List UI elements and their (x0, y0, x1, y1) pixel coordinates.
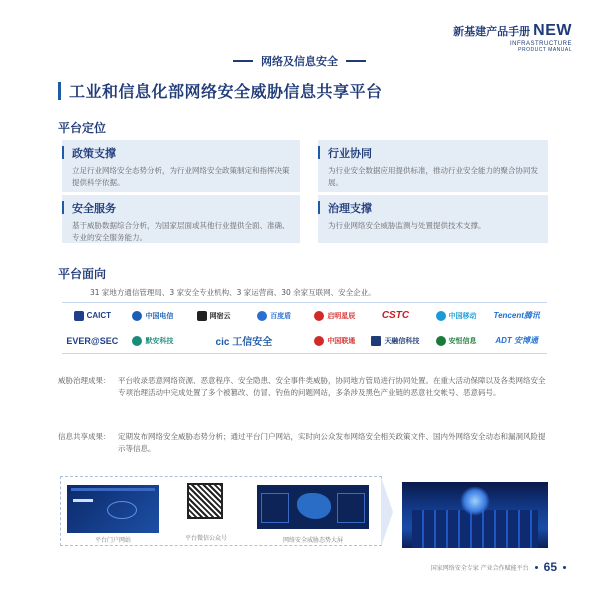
positioning-card-governance (318, 195, 548, 243)
result-text: 定期发布网络安全威胁态势分析；通过平台门户网站，实时向公众发布网络安全相关政策文件、国内外网络安全动态和漏洞风险提示等信息。 (118, 432, 546, 454)
result-label: 威胁治理成果： (58, 376, 111, 385)
card-title: 安全服务 (72, 202, 116, 215)
facing-heading: 平台面向 (58, 267, 107, 281)
card-accent (62, 201, 64, 214)
dashboard-label: 网络安全威胁态势大屏 (282, 537, 343, 544)
china-telecom-logo: 中国电信 (123, 303, 184, 328)
baidu-shield-logo: 百度盾 (244, 303, 305, 328)
tencent-logo: Tencent腾讯 (493, 311, 540, 320)
footer-text: 国家网络安全专家 产业合作赋能平台 (430, 564, 529, 572)
wangsu-logo: 网宿云 (183, 303, 244, 328)
card-accent (318, 146, 320, 159)
dbappsecurity-logo: 安恒信息 (426, 328, 487, 353)
partner-logo-grid (62, 302, 547, 354)
card-title: 行业协同 (328, 147, 372, 160)
portal-screenshot (67, 485, 159, 533)
globe-graphic (460, 486, 490, 516)
title-accent-bar (58, 82, 61, 100)
result-text: 平台收录恶意网络资源、恶意程序、安全隐患、安全事件类威胁，协同地方管局进行协同处置。在重大活动保障以及各类网络安全专项治理活动中完成处置了多个被篡改、仿冒、钓鱼的问题网站，多条涉及黑色产业链的恶意社交帐号、恶意码号。 (118, 376, 546, 398)
dashboard-screenshot (257, 485, 369, 529)
footer-dot-right (563, 566, 566, 569)
card-accent (62, 146, 64, 159)
page-number: 65 (543, 560, 557, 574)
eversec-logo: EVER@SEC (66, 335, 119, 346)
caict-logo: CAICT (62, 303, 123, 328)
cic-logo: cic 工信安全 (215, 337, 273, 348)
facing-intro: 31 家地方通信管理局、3 家安全专业机构、3 家运营商、30 余家互联网、安全企业。 (90, 288, 376, 297)
positioning-card-collab (318, 140, 548, 192)
brand-sub2: PRODUCT MANUAL (518, 47, 572, 53)
china-unicom-logo: 中国联通 (305, 328, 366, 353)
card-body: 立足行业网络安全态势分析，为行业网络安全政策制定和指挥决策提供科学依据。 (72, 166, 290, 187)
portal-heading (73, 499, 93, 502)
datacenter-photo (402, 482, 548, 548)
screenshot-band (60, 476, 382, 546)
card-title: 政策支撑 (72, 147, 116, 160)
brand-sub1: INFRASTRUCTURE (510, 41, 572, 47)
dashboard-panel-right (337, 493, 365, 523)
moresec-logo: 默安科技 (123, 328, 184, 353)
portal-nav-bar (71, 488, 155, 491)
brand-header (453, 22, 572, 53)
card-body: 为行业网络安全威胁监测与处置提供技术支撑。 (328, 221, 486, 230)
result-label: 信息共享成果： (58, 432, 111, 441)
china-mobile-logo: 中国移动 (426, 303, 487, 328)
card-accent (318, 201, 320, 214)
positioning-card-service (62, 195, 300, 243)
adt-logo: ADT 安博通 (495, 336, 539, 345)
result-governance (58, 375, 553, 415)
dash-left (233, 60, 253, 62)
china-map-graphic (297, 493, 331, 519)
positioning-card-policy (62, 140, 300, 192)
dashboard-panel-left (261, 493, 289, 523)
positioning-heading: 平台定位 (58, 121, 107, 135)
qr-code-icon (187, 483, 223, 519)
page-title (58, 79, 383, 102)
card-title: 治理支撑 (328, 202, 372, 215)
brand-title: 新基建产品手册 NEW (453, 22, 572, 39)
page-footer (431, 560, 566, 574)
page-title-text: 工业和信息化部网络安全威胁信息共享平台 (69, 82, 383, 101)
footer-dot-left (535, 566, 538, 569)
section-tag (233, 53, 366, 69)
card-body: 基于威胁数据综合分析，为国家层面或其他行业提供全面、准确、专业的安全服务能力。 (72, 221, 290, 242)
section-tag-text: 网络及信息安全 (261, 55, 338, 68)
dash-right (346, 60, 366, 62)
venus-logo: 启明星辰 (305, 303, 366, 328)
topsec-logo: 天融信科技 (365, 328, 426, 353)
portal-label: 平台门户网站 (94, 537, 131, 544)
result-sharing (58, 431, 553, 459)
card-body: 为行业安全数据应用提供标准，推动行业安全能力的聚合协同发展。 (328, 166, 538, 187)
portal-graphic (107, 501, 137, 519)
wechat-label: 平台微信公众号 (184, 535, 227, 542)
cstc-logo: CSTC (381, 310, 410, 321)
